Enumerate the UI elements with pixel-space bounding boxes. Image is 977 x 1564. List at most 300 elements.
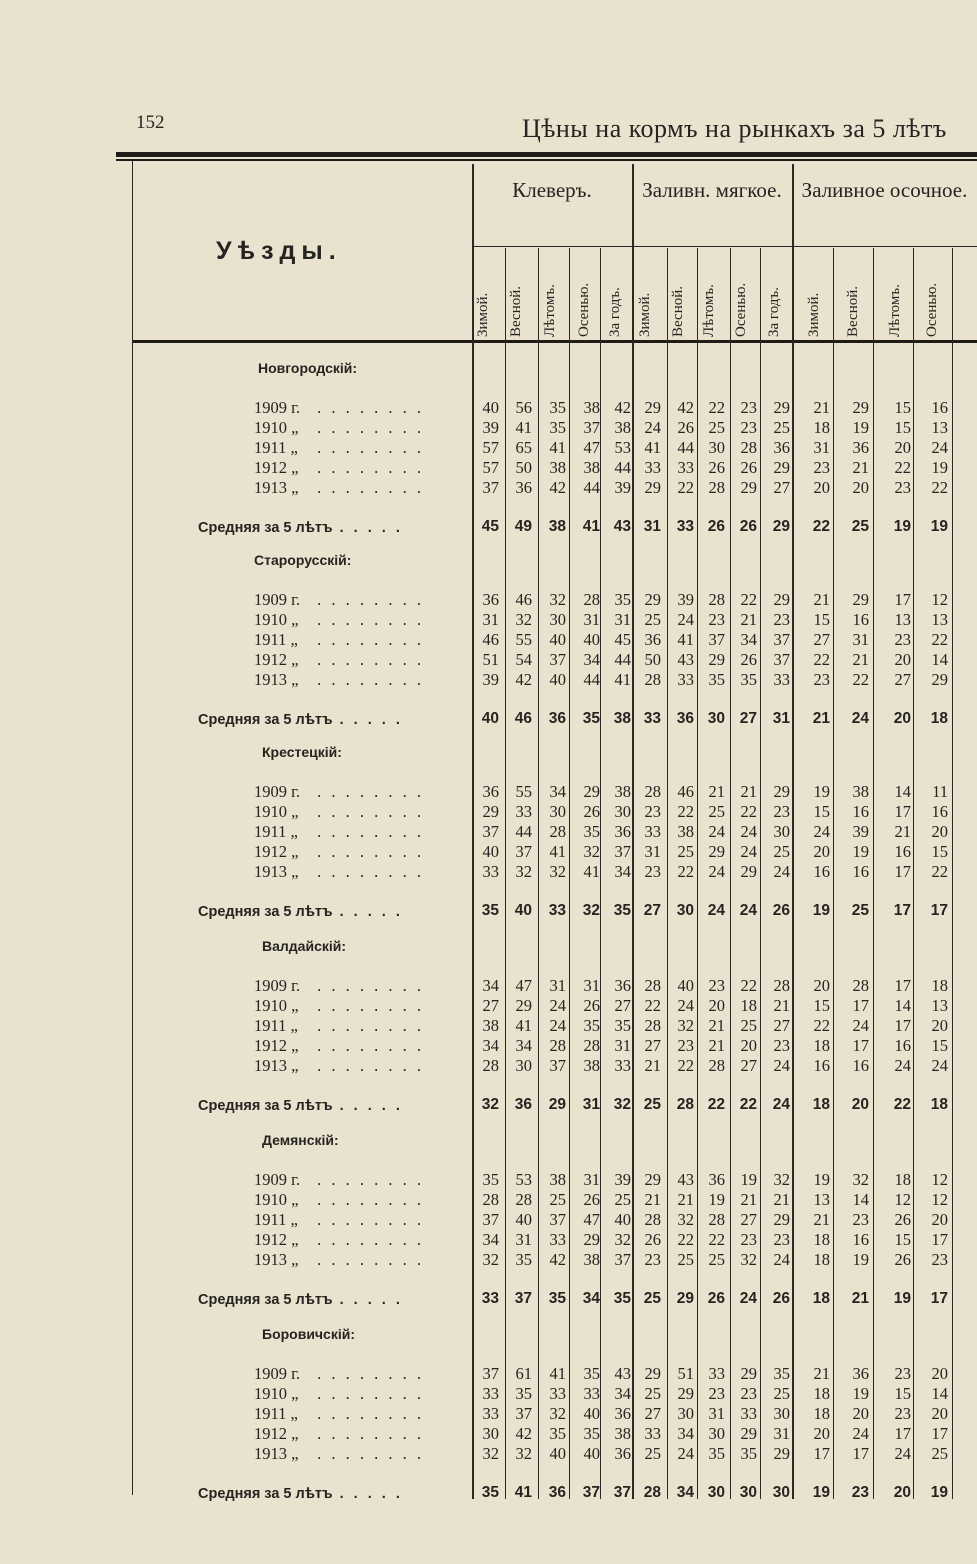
table-cell: 41 bbox=[549, 438, 566, 457]
table-cell: 38 bbox=[482, 1016, 499, 1035]
table-cell: 36 bbox=[773, 438, 790, 457]
table-cell: 22 bbox=[813, 1016, 830, 1035]
top-rule-thick bbox=[116, 152, 977, 157]
table-cell: 40 bbox=[583, 630, 600, 649]
season-header bbox=[806, 187, 823, 337]
average-cell: 38 bbox=[548, 518, 566, 535]
table-cell: 36 bbox=[852, 438, 869, 457]
table-cell: 22 bbox=[931, 630, 948, 649]
year-text: 1913 „ bbox=[254, 1056, 299, 1075]
table-cell: 46 bbox=[677, 782, 694, 801]
leader-dots: . . . . . . . . bbox=[310, 1444, 424, 1463]
average-cell: 20 bbox=[893, 1484, 911, 1501]
table-cell: 47 bbox=[583, 438, 600, 457]
year-text: 1910 „ bbox=[254, 996, 299, 1015]
table-cell: 17 bbox=[813, 1444, 830, 1463]
year-label bbox=[254, 650, 424, 670]
table-cell: 25 bbox=[773, 418, 790, 437]
table-cell: 19 bbox=[852, 418, 869, 437]
table-cell: 28 bbox=[482, 1056, 499, 1075]
table-cell: 32 bbox=[773, 1170, 790, 1189]
table-cell: 40 bbox=[549, 1444, 566, 1463]
table-cell: 25 bbox=[644, 1444, 661, 1463]
table-cell: 19 bbox=[740, 1170, 757, 1189]
table-cell: 22 bbox=[677, 862, 694, 881]
average-cell: 24 bbox=[851, 710, 869, 727]
table-cell: 31 bbox=[708, 1404, 725, 1423]
average-cell: 34 bbox=[676, 1484, 694, 1501]
table-cell: 14 bbox=[852, 1190, 869, 1209]
year-text: 1911 „ bbox=[254, 1210, 298, 1229]
table-cell: 34 bbox=[740, 630, 757, 649]
year-label bbox=[254, 802, 424, 822]
table-cell: 29 bbox=[583, 782, 600, 801]
table-cell: 28 bbox=[644, 976, 661, 995]
table-cell: 20 bbox=[852, 1404, 869, 1423]
table-cell: 30 bbox=[708, 438, 725, 457]
average-cell: 30 bbox=[707, 1484, 725, 1501]
table-cell: 32 bbox=[852, 1170, 869, 1189]
table-cell: 12 bbox=[931, 1170, 948, 1189]
table-cell: 30 bbox=[482, 1424, 499, 1443]
average-cell: 35 bbox=[613, 1290, 631, 1307]
average-cell: 31 bbox=[582, 1096, 600, 1113]
table-cell: 46 bbox=[515, 590, 532, 609]
year-label bbox=[254, 610, 424, 630]
table-cell: 38 bbox=[583, 1056, 600, 1075]
table-cell: 26 bbox=[583, 802, 600, 821]
average-cell: 22 bbox=[812, 518, 830, 535]
table-cell: 24 bbox=[677, 1444, 694, 1463]
table-cell: 24 bbox=[773, 1056, 790, 1075]
year-label bbox=[254, 1250, 424, 1270]
leader-dots: . . . . . . . . bbox=[310, 610, 424, 629]
average-cell: 28 bbox=[643, 1484, 661, 1501]
leader-dots: . . . . . . . . bbox=[310, 862, 424, 881]
table-cell: 18 bbox=[813, 1250, 830, 1269]
table-cell: 40 bbox=[515, 1210, 532, 1229]
average-cell: 17 bbox=[893, 902, 911, 919]
table-cell: 15 bbox=[931, 1036, 948, 1055]
average-cell: 29 bbox=[676, 1290, 694, 1307]
table-cell: 37 bbox=[773, 630, 790, 649]
table-cell: 22 bbox=[852, 670, 869, 689]
table-cell: 24 bbox=[931, 438, 948, 457]
table-cell: 24 bbox=[740, 842, 757, 861]
table-cell: 38 bbox=[583, 1250, 600, 1269]
table-cell: 35 bbox=[740, 670, 757, 689]
table-cell: 18 bbox=[813, 418, 830, 437]
table-cell: 21 bbox=[740, 1190, 757, 1209]
table-cell: 16 bbox=[813, 1056, 830, 1075]
table-cell: 55 bbox=[515, 630, 532, 649]
table-cell: 21 bbox=[813, 590, 830, 609]
year-text: 1910 „ bbox=[254, 1384, 299, 1403]
table-cell: 34 bbox=[614, 1384, 631, 1403]
table-cell: 23 bbox=[708, 976, 725, 995]
group-title: Заливное осочное. bbox=[801, 178, 968, 202]
table-cell: 29 bbox=[852, 398, 869, 417]
table-cell: 24 bbox=[740, 822, 757, 841]
average-cell: 49 bbox=[514, 518, 532, 535]
season-label: Лѣтомъ. bbox=[542, 284, 558, 337]
table-cell: 33 bbox=[515, 802, 532, 821]
table-cell: 35 bbox=[583, 1424, 600, 1443]
table-cell: 19 bbox=[931, 458, 948, 477]
average-cell: 28 bbox=[676, 1096, 694, 1113]
table-cell: 21 bbox=[813, 1364, 830, 1383]
row-header-title: Уѣзды. bbox=[216, 237, 342, 265]
year-text: 1911 „ bbox=[254, 1404, 298, 1423]
year-label bbox=[254, 670, 424, 690]
average-label-text: Средняя за 5 лѣтъ bbox=[198, 1486, 333, 1502]
table-cell: 27 bbox=[813, 630, 830, 649]
column-rule bbox=[913, 248, 914, 1499]
table-cell: 25 bbox=[677, 842, 694, 861]
table-cell: 16 bbox=[894, 842, 911, 861]
season-label: Осенью. bbox=[733, 282, 749, 337]
year-label bbox=[254, 782, 424, 802]
column-rule bbox=[833, 248, 834, 1499]
year-label bbox=[254, 1424, 424, 1444]
year-label bbox=[254, 1210, 424, 1230]
table-cell: 27 bbox=[482, 996, 499, 1015]
year-text: 1913 „ bbox=[254, 670, 299, 689]
average-cell: 26 bbox=[739, 518, 757, 535]
average-cell: 37 bbox=[613, 1484, 631, 1501]
table-cell: 24 bbox=[813, 822, 830, 841]
average-cell: 43 bbox=[613, 518, 631, 535]
district-name: Боровичскій: bbox=[262, 1326, 356, 1342]
table-cell: 27 bbox=[644, 1404, 661, 1423]
year-text: 1912 „ bbox=[254, 458, 299, 477]
table-cell: 32 bbox=[740, 1250, 757, 1269]
year-label bbox=[254, 590, 424, 610]
table-cell: 37 bbox=[482, 478, 499, 497]
table-cell: 33 bbox=[644, 1424, 661, 1443]
table-cell: 24 bbox=[773, 862, 790, 881]
table-cell: 19 bbox=[813, 782, 830, 801]
average-cell: 24 bbox=[772, 1096, 790, 1113]
table-cell: 23 bbox=[894, 1364, 911, 1383]
average-cell: 35 bbox=[548, 1290, 566, 1307]
leader-dots: . . . . . . . . bbox=[310, 1384, 424, 1403]
leader-dots: . . . . . . . . bbox=[310, 630, 424, 649]
year-text: 1909 г. bbox=[254, 1364, 301, 1383]
table-cell: 29 bbox=[740, 478, 757, 497]
table-cell: 33 bbox=[614, 1056, 631, 1075]
average-cell: 33 bbox=[548, 902, 566, 919]
table-cell: 32 bbox=[677, 1210, 694, 1229]
page-number: 152 bbox=[136, 112, 165, 133]
season-label: Весной. bbox=[845, 286, 861, 337]
table-cell: 35 bbox=[549, 398, 566, 417]
leader-dots: . . . . . . . . bbox=[310, 1364, 424, 1383]
average-cell: 35 bbox=[582, 710, 600, 727]
table-cell: 21 bbox=[708, 782, 725, 801]
average-cell: 32 bbox=[613, 1096, 631, 1113]
table-cell: 44 bbox=[583, 670, 600, 689]
table-cell: 23 bbox=[708, 1384, 725, 1403]
average-cell: 19 bbox=[930, 518, 948, 535]
table-cell: 12 bbox=[931, 1190, 948, 1209]
average-cell: 19 bbox=[893, 518, 911, 535]
table-cell: 16 bbox=[894, 1036, 911, 1055]
table-cell: 34 bbox=[482, 1230, 499, 1249]
table-cell: 46 bbox=[482, 630, 499, 649]
average-cell: 35 bbox=[613, 902, 631, 919]
table-cell: 21 bbox=[740, 610, 757, 629]
table-cell: 25 bbox=[614, 1190, 631, 1209]
table-cell: 33 bbox=[644, 822, 661, 841]
table-cell: 23 bbox=[894, 630, 911, 649]
table-cell: 40 bbox=[482, 842, 499, 861]
table-cell: 22 bbox=[677, 1056, 694, 1075]
table-cell: 33 bbox=[677, 458, 694, 477]
table-cell: 21 bbox=[773, 996, 790, 1015]
year-text: 1912 „ bbox=[254, 1424, 299, 1443]
table-cell: 30 bbox=[515, 1056, 532, 1075]
table-cell: 21 bbox=[894, 822, 911, 841]
table-cell: 16 bbox=[931, 398, 948, 417]
table-cell: 20 bbox=[740, 1036, 757, 1055]
leader-dots: . . . . . bbox=[332, 1292, 403, 1308]
table-cell: 21 bbox=[677, 1190, 694, 1209]
table-cell: 23 bbox=[773, 1036, 790, 1055]
table-cell: 26 bbox=[740, 458, 757, 477]
table-cell: 35 bbox=[482, 1170, 499, 1189]
table-cell: 34 bbox=[614, 862, 631, 881]
table-cell: 40 bbox=[482, 398, 499, 417]
table-cell: 17 bbox=[894, 590, 911, 609]
table-cell: 38 bbox=[852, 782, 869, 801]
table-cell: 35 bbox=[708, 1444, 725, 1463]
table-cell: 28 bbox=[549, 822, 566, 841]
table-cell: 17 bbox=[852, 1444, 869, 1463]
average-cell: 36 bbox=[676, 710, 694, 727]
table-cell: 18 bbox=[813, 1384, 830, 1403]
table-cell: 16 bbox=[852, 862, 869, 881]
table-cell: 23 bbox=[894, 1404, 911, 1423]
table-cell: 36 bbox=[482, 590, 499, 609]
year-label bbox=[254, 438, 424, 458]
table-cell: 24 bbox=[549, 1016, 566, 1035]
table-cell: 31 bbox=[852, 630, 869, 649]
leader-dots: . . . . . . . . bbox=[310, 458, 424, 477]
table-cell: 35 bbox=[549, 1424, 566, 1443]
table-cell: 37 bbox=[515, 842, 532, 861]
table-cell: 29 bbox=[773, 398, 790, 417]
average-cell: 33 bbox=[481, 1290, 499, 1307]
average-cell: 18 bbox=[812, 1290, 830, 1307]
table-cell: 34 bbox=[482, 1036, 499, 1055]
year-text: 1911 „ bbox=[254, 630, 298, 649]
leader-dots: . . . . . . . . bbox=[310, 996, 424, 1015]
table-cell: 41 bbox=[644, 438, 661, 457]
table-cell: 38 bbox=[549, 1170, 566, 1189]
table-cell: 31 bbox=[515, 1230, 532, 1249]
table-cell: 28 bbox=[644, 670, 661, 689]
table-cell: 33 bbox=[773, 670, 790, 689]
table-cell: 44 bbox=[614, 458, 631, 477]
year-label bbox=[254, 458, 424, 478]
table-cell: 23 bbox=[740, 1230, 757, 1249]
average-cell: 36 bbox=[548, 1484, 566, 1501]
average-label-text: Средняя за 5 лѣтъ bbox=[198, 520, 333, 536]
average-cell: 21 bbox=[812, 710, 830, 727]
table-cell: 22 bbox=[677, 478, 694, 497]
table-cell: 22 bbox=[740, 590, 757, 609]
leader-dots: . . . . . . . . bbox=[310, 1230, 424, 1249]
average-cell: 34 bbox=[582, 1290, 600, 1307]
average-cell: 25 bbox=[851, 902, 869, 919]
average-cell: 40 bbox=[514, 902, 532, 919]
table-cell: 33 bbox=[740, 1404, 757, 1423]
year-label bbox=[254, 1404, 424, 1424]
table-cell: 25 bbox=[740, 1016, 757, 1035]
table-cell: 40 bbox=[583, 1404, 600, 1423]
table-cell: 32 bbox=[515, 1444, 532, 1463]
season-label: Осенью. bbox=[924, 282, 940, 337]
average-cell: 24 bbox=[739, 1290, 757, 1307]
year-label bbox=[254, 976, 424, 996]
table-cell: 18 bbox=[931, 976, 948, 995]
table-cell: 39 bbox=[677, 590, 694, 609]
table-cell: 37 bbox=[614, 1250, 631, 1269]
table-cell: 15 bbox=[813, 610, 830, 629]
table-cell: 29 bbox=[482, 802, 499, 821]
table-cell: 28 bbox=[482, 1190, 499, 1209]
average-cell: 46 bbox=[514, 710, 532, 727]
table-cell: 32 bbox=[515, 610, 532, 629]
average-cell: 17 bbox=[930, 1290, 948, 1307]
table-cell: 57 bbox=[482, 438, 499, 457]
year-label bbox=[254, 1036, 424, 1056]
table-cell: 18 bbox=[813, 1230, 830, 1249]
table-cell: 22 bbox=[894, 458, 911, 477]
table-cell: 19 bbox=[852, 1384, 869, 1403]
table-cell: 35 bbox=[773, 1364, 790, 1383]
table-cell: 35 bbox=[583, 1016, 600, 1035]
table-cell: 33 bbox=[644, 458, 661, 477]
season-header bbox=[733, 187, 750, 337]
table-cell: 47 bbox=[515, 976, 532, 995]
table-cell: 31 bbox=[549, 976, 566, 995]
average-label bbox=[198, 1292, 403, 1308]
table-cell: 41 bbox=[515, 1016, 532, 1035]
table-cell: 12 bbox=[931, 590, 948, 609]
season-header bbox=[701, 187, 718, 337]
table-cell: 29 bbox=[773, 1444, 790, 1463]
table-cell: 55 bbox=[515, 782, 532, 801]
leader-dots: . . . . . . . . bbox=[310, 822, 424, 841]
season-label: Осенью. bbox=[576, 282, 592, 337]
table-cell: 41 bbox=[549, 842, 566, 861]
table-cell: 23 bbox=[644, 862, 661, 881]
table-cell: 33 bbox=[482, 1384, 499, 1403]
table-cell: 19 bbox=[708, 1190, 725, 1209]
table-cell: 20 bbox=[931, 1016, 948, 1035]
column-rule bbox=[132, 160, 133, 1495]
average-label-text: Средняя за 5 лѣтъ bbox=[198, 1292, 333, 1308]
table-cell: 22 bbox=[740, 976, 757, 995]
season-label: Весной. bbox=[670, 286, 686, 337]
table-cell: 27 bbox=[773, 478, 790, 497]
table-cell: 24 bbox=[644, 418, 661, 437]
table-cell: 36 bbox=[482, 782, 499, 801]
table-cell: 39 bbox=[482, 670, 499, 689]
average-cell: 17 bbox=[930, 902, 948, 919]
table-cell: 39 bbox=[614, 478, 631, 497]
table-cell: 17 bbox=[852, 1036, 869, 1055]
table-cell: 21 bbox=[813, 1210, 830, 1229]
table-cell: 61 bbox=[515, 1364, 532, 1383]
year-text: 1909 г. bbox=[254, 398, 301, 417]
table-cell: 28 bbox=[644, 782, 661, 801]
table-cell: 22 bbox=[708, 1230, 725, 1249]
table-cell: 38 bbox=[583, 398, 600, 417]
table-cell: 25 bbox=[773, 1384, 790, 1403]
table-cell: 14 bbox=[894, 996, 911, 1015]
average-label bbox=[198, 1486, 403, 1502]
season-header bbox=[542, 187, 559, 337]
table-cell: 31 bbox=[583, 610, 600, 629]
table-cell: 14 bbox=[894, 782, 911, 801]
table-cell: 33 bbox=[549, 1384, 566, 1403]
table-cell: 27 bbox=[740, 1210, 757, 1229]
average-cell: 19 bbox=[812, 902, 830, 919]
table-cell: 23 bbox=[773, 1230, 790, 1249]
season-label: За годъ. bbox=[766, 287, 782, 337]
season-header bbox=[576, 187, 593, 337]
table-cell: 37 bbox=[708, 630, 725, 649]
table-cell: 27 bbox=[740, 1056, 757, 1075]
year-text: 1912 „ bbox=[254, 1036, 299, 1055]
table-cell: 20 bbox=[931, 1210, 948, 1229]
table-cell: 23 bbox=[740, 418, 757, 437]
group-title: Клеверъ. bbox=[512, 178, 592, 202]
table-cell: 25 bbox=[644, 1384, 661, 1403]
average-cell: 22 bbox=[893, 1096, 911, 1113]
average-cell: 30 bbox=[707, 710, 725, 727]
table-cell: 30 bbox=[549, 802, 566, 821]
table-cell: 20 bbox=[813, 976, 830, 995]
table-cell: 30 bbox=[614, 802, 631, 821]
table-cell: 36 bbox=[708, 1170, 725, 1189]
average-cell: 36 bbox=[514, 1096, 532, 1113]
table-cell: 39 bbox=[482, 418, 499, 437]
table-cell: 28 bbox=[708, 478, 725, 497]
average-cell: 25 bbox=[643, 1096, 661, 1113]
year-label bbox=[254, 1364, 424, 1384]
table-cell: 42 bbox=[549, 1250, 566, 1269]
table-cell: 42 bbox=[614, 398, 631, 417]
table-cell: 38 bbox=[614, 782, 631, 801]
table-cell: 13 bbox=[931, 418, 948, 437]
table-cell: 23 bbox=[773, 802, 790, 821]
table-cell: 42 bbox=[515, 1424, 532, 1443]
table-cell: 36 bbox=[644, 630, 661, 649]
table-cell: 15 bbox=[894, 398, 911, 417]
average-cell: 30 bbox=[772, 1484, 790, 1501]
table-cell: 29 bbox=[740, 1424, 757, 1443]
table-cell: 24 bbox=[708, 822, 725, 841]
table-cell: 41 bbox=[677, 630, 694, 649]
table-cell: 32 bbox=[549, 1404, 566, 1423]
year-label bbox=[254, 1190, 424, 1210]
average-cell: 29 bbox=[548, 1096, 566, 1113]
average-cell: 18 bbox=[812, 1096, 830, 1113]
